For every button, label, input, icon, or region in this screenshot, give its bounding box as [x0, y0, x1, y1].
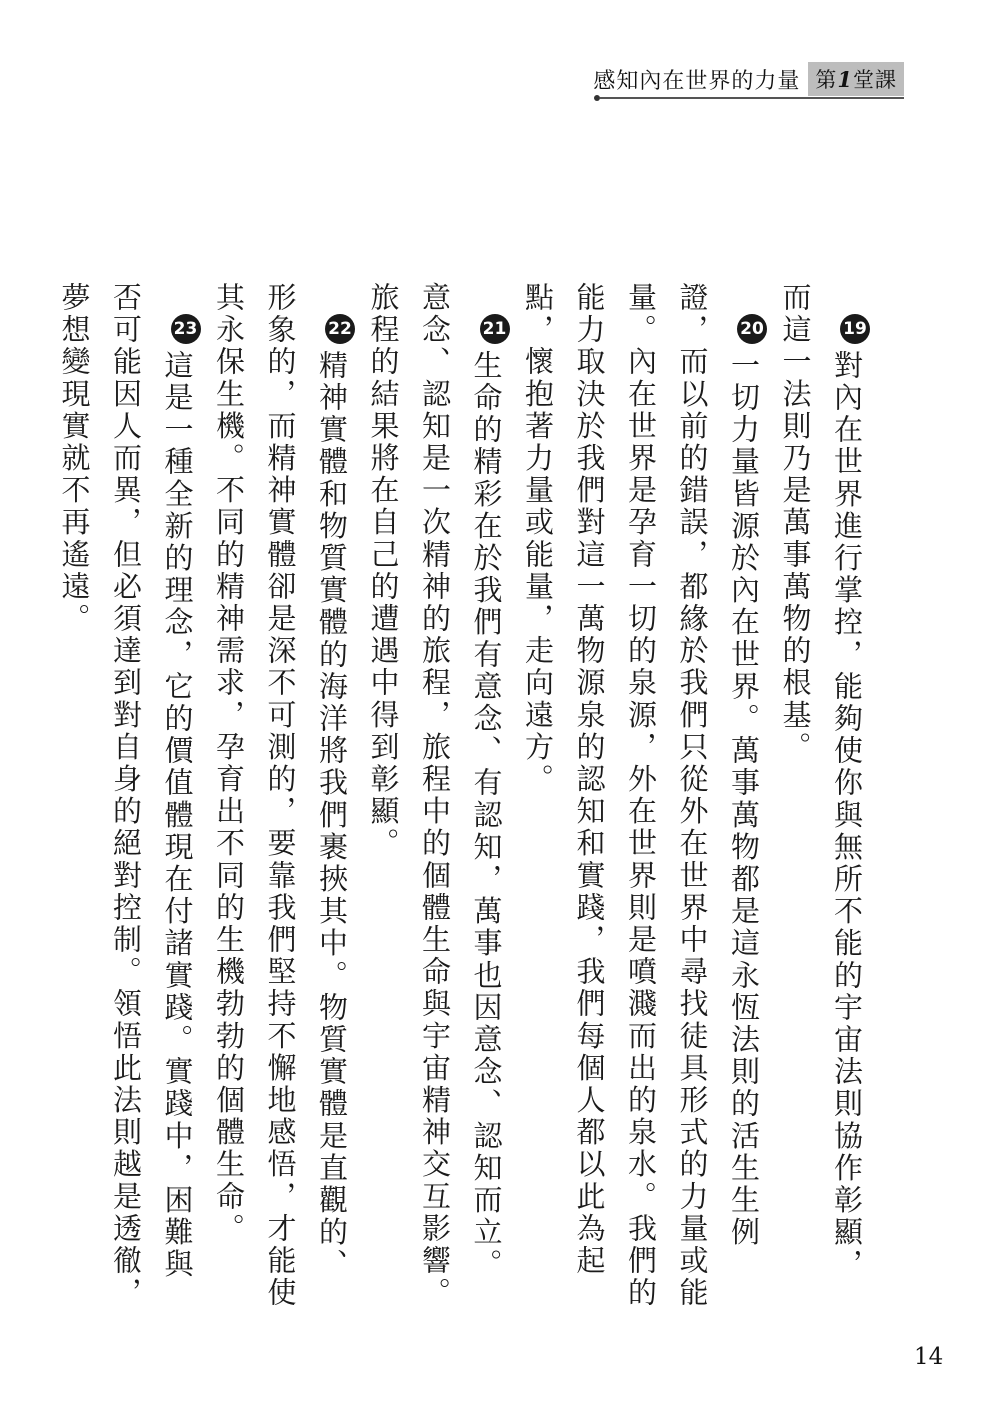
paragraph-number-badge: 19	[840, 314, 870, 344]
lesson-badge-suffix: 堂課	[853, 68, 897, 92]
paragraph-21	[357, 282, 512, 1312]
paragraph-number-badge: 20	[737, 314, 767, 344]
body-text	[57, 282, 872, 1312]
paragraph-23	[48, 282, 203, 1312]
lesson-badge-number: 1	[837, 67, 853, 92]
chapter-title: 感知內在世界的力量	[593, 68, 801, 94]
header-rule	[600, 97, 904, 99]
paragraph-text: 生命的精彩在於我們有意念、有認知，萬事也因意念、認知而立。意念、認知是一次精神的旅程，旅程中的個體生命與宇宙精神交互影響。旅程的結果將在自己的遭遇中得到彰顯。	[366, 282, 504, 1310]
lesson-badge-prefix: 第	[815, 68, 838, 92]
paragraph-22	[203, 282, 358, 1312]
paragraph-number-badge: 21	[480, 314, 510, 344]
header-dot	[594, 95, 600, 101]
page-number: 14	[914, 1344, 944, 1370]
paragraph-text: 精神實體和物質實體的海洋將我們裹挾其中。物質實體是直觀的、形象的，而精神實體卻是深不可測的，要靠我們堅持不懈地感悟，才能使其永保生機。不同的精神需求，孕育出不同的生機勃勃的個體生命。	[212, 282, 349, 1310]
paragraph-number-badge: 23	[171, 314, 201, 344]
paragraph-number-badge: 22	[325, 314, 355, 344]
paragraph-text: 對內在世界進行掌控，能夠使你與無所不能的宇宙法則協作彰顯，而這一法則乃是萬事萬物的根基。	[778, 282, 864, 1281]
paragraph-20	[512, 282, 770, 1312]
paragraph-text: 一切力量皆源於內在世界。萬事萬物都是這永恆法則的活生生例證，而以前的錯誤，都緣於我們只從外在世界中尋找徒具形式的力量或能量。內在世界是孕育一切的泉源，外在世界則是噴濺而出的泉水。我們的能力取決於我們對這一萬物源泉的認知和實踐，我們每個人都以此為起點，懷抱著力量或能量，走向遠方。	[521, 282, 761, 1310]
lesson-badge	[808, 62, 904, 96]
paragraph-19	[769, 282, 872, 1312]
running-header	[593, 62, 904, 96]
paragraph-text: 這是一種全新的理念，它的價值體現在付諸實踐。實踐中，困難與否可能因人而異，但必須達到對自身的絕對控制。領悟此法則越是透徹，夢想變現實就不再遙遠。	[57, 282, 195, 1310]
